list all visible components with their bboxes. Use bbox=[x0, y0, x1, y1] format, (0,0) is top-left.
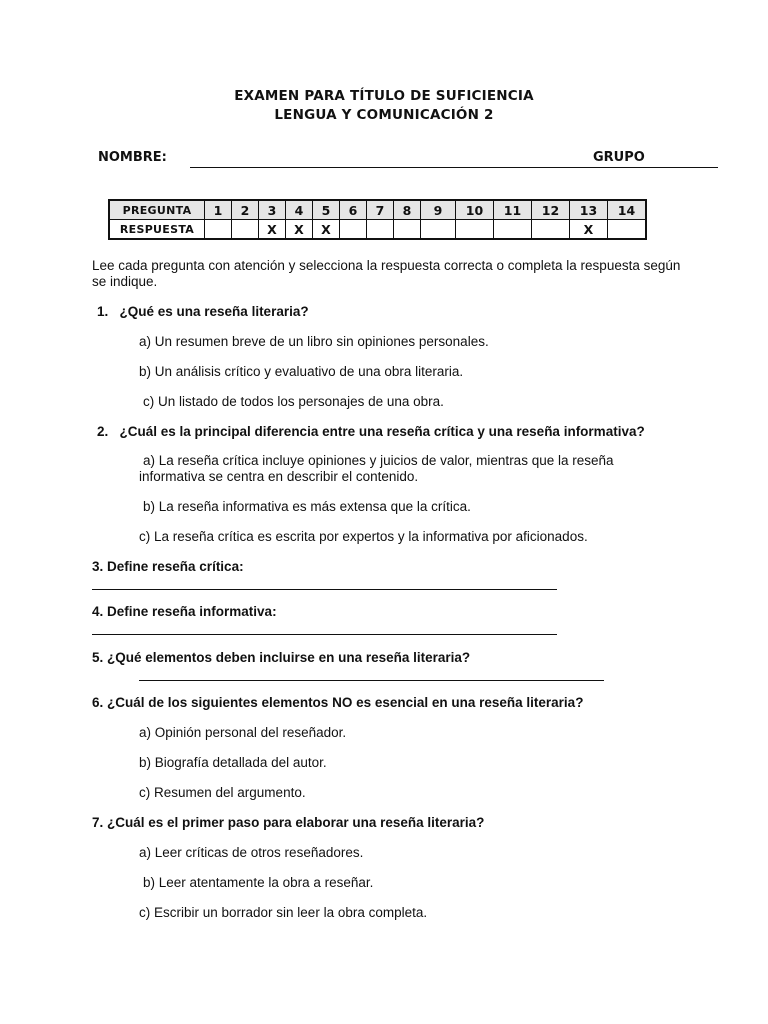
exam-subtitle: LENGUA Y COMUNICACIÓN 2 bbox=[274, 107, 494, 123]
nombre-field[interactable] bbox=[190, 167, 718, 168]
question-1: 1. ¿Qué es una reseña literaria? bbox=[97, 304, 309, 319]
answer-cell[interactable]: X bbox=[570, 220, 608, 240]
question-number: 3 bbox=[259, 200, 286, 220]
exam-title: EXAMEN PARA TÍTULO DE SUFICIENCIA bbox=[234, 88, 534, 104]
question-number: 4 bbox=[286, 200, 313, 220]
question-number: 14 bbox=[608, 200, 647, 220]
question-number: 5 bbox=[313, 200, 340, 220]
answer-cell[interactable] bbox=[394, 220, 421, 240]
option-7a[interactable]: a) Leer críticas de otros reseñadores. bbox=[139, 845, 364, 860]
answer-cell[interactable] bbox=[456, 220, 494, 240]
option-1a[interactable]: a) Un resumen breve de un libro sin opiniones personales. bbox=[139, 334, 489, 349]
option-2a[interactable]: a) La reseña crítica incluye opiniones y juicios de valor, mientras que la reseña informativa se centra en describir el contenido. bbox=[139, 453, 614, 484]
answer-row bbox=[109, 220, 646, 240]
answer-line-4[interactable] bbox=[92, 634, 557, 635]
respuesta-label: RESPUESTA bbox=[109, 220, 205, 240]
option-6a[interactable]: a) Opinión personal del reseñador. bbox=[139, 725, 347, 740]
nombre-label: NOMBRE: bbox=[98, 150, 167, 165]
answer-cell[interactable] bbox=[340, 220, 367, 240]
question-number: 7 bbox=[367, 200, 394, 220]
option-6b[interactable]: b) Biografía detallada del autor. bbox=[139, 755, 327, 770]
question-4: 4. Define reseña informativa: bbox=[92, 604, 277, 619]
instructions: Lee cada pregunta con atención y selecciona la respuesta correcta o completa la respuesta según se indique. bbox=[92, 258, 681, 289]
question-number: 9 bbox=[421, 200, 456, 220]
option-7c[interactable]: c) Escribir un borrador sin leer la obra completa. bbox=[139, 905, 428, 920]
option-2b[interactable]: b) La reseña informativa es más extensa que la crítica. bbox=[143, 499, 471, 514]
question-number: 10 bbox=[456, 200, 494, 220]
question-5: 5. ¿Qué elementos deben incluirse en una reseña literaria? bbox=[92, 650, 471, 665]
grupo-label: GRUPO bbox=[593, 150, 645, 165]
option-6c[interactable]: c) Resumen del argumento. bbox=[139, 785, 306, 800]
question-number: 11 bbox=[494, 200, 532, 220]
answer-cell[interactable] bbox=[421, 220, 456, 240]
answer-cell[interactable] bbox=[608, 220, 647, 240]
option-1b[interactable]: b) Un análisis crítico y evaluativo de una obra literaria. bbox=[139, 364, 464, 379]
answer-line-5[interactable] bbox=[139, 680, 604, 681]
question-number: 1 bbox=[205, 200, 232, 220]
pregunta-label: PREGUNTA bbox=[109, 200, 205, 220]
answer-cell[interactable] bbox=[494, 220, 532, 240]
answer-table bbox=[108, 199, 647, 240]
question-number-row bbox=[109, 200, 646, 220]
answer-cell[interactable] bbox=[532, 220, 570, 240]
option-7b[interactable]: b) Leer atentamente la obra a reseñar. bbox=[143, 875, 374, 890]
answer-cell[interactable] bbox=[367, 220, 394, 240]
question-2: 2. ¿Cuál es la principal diferencia entre una reseña crítica y una reseña informativa? bbox=[97, 424, 645, 439]
question-3: 3. Define reseña crítica: bbox=[92, 559, 244, 574]
answer-cell[interactable] bbox=[232, 220, 259, 240]
question-number: 2 bbox=[232, 200, 259, 220]
option-2c[interactable]: c) La reseña crítica es escrita por expertos y la informativa por aficionados. bbox=[139, 529, 588, 544]
question-6: 6. ¿Cuál de los siguientes elementos NO es esencial en una reseña literaria? bbox=[92, 695, 584, 710]
answer-cell[interactable]: X bbox=[313, 220, 340, 240]
answer-cell[interactable]: X bbox=[259, 220, 286, 240]
option-1c[interactable]: c) Un listado de todos los personajes de una obra. bbox=[143, 394, 444, 409]
question-number: 12 bbox=[532, 200, 570, 220]
question-number: 8 bbox=[394, 200, 421, 220]
question-7: 7. ¿Cuál es el primer paso para elaborar una reseña literaria? bbox=[92, 815, 485, 830]
answer-line-3[interactable] bbox=[92, 589, 557, 590]
question-number: 6 bbox=[340, 200, 367, 220]
question-number: 13 bbox=[570, 200, 608, 220]
answer-cell[interactable]: X bbox=[286, 220, 313, 240]
answer-cell[interactable] bbox=[205, 220, 232, 240]
